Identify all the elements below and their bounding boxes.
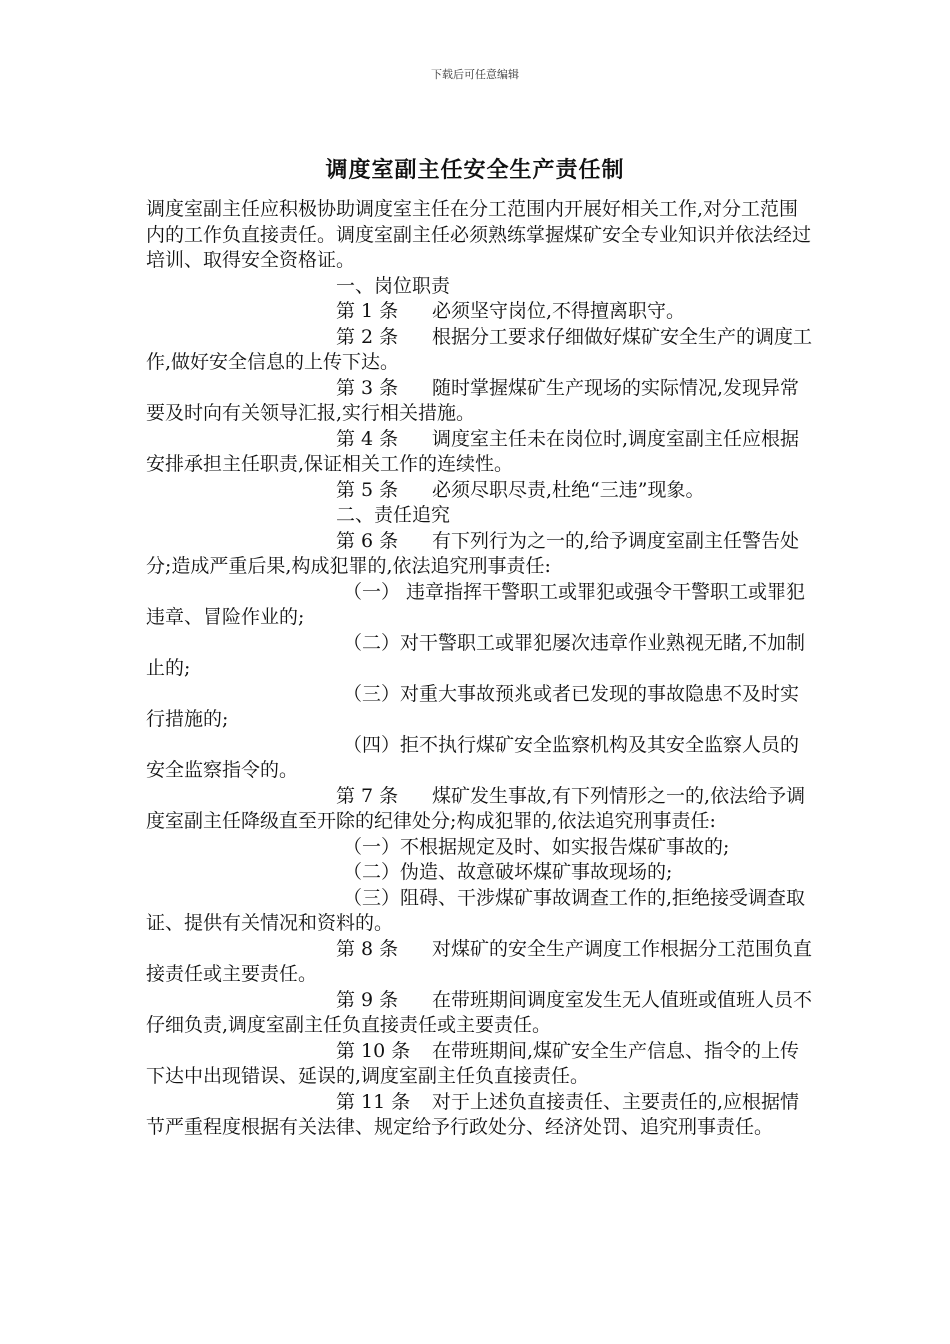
list-item-text: （三）对重大事故预兆或者已发现的事故隐患不及时实行措施的; (146, 682, 800, 730)
section-heading-duties: 一、岗位职责 (336, 274, 451, 297)
article-3 (146, 376, 814, 427)
list-item-text: （四）拒不执行煤矿安全监察机构及其安全监察人员的安全监察指令的。 (146, 733, 800, 781)
article-text: 根据分工要求仔细做好煤矿安全生产的调度工作,做好安全信息的上传下达。 (146, 325, 813, 373)
article-number: 第 3 条 (336, 376, 399, 399)
article-number: 第 6 条 (336, 529, 399, 552)
article-text: 对于上述负直接责任、主要责任的,应根据情节严重程度根据有关法律、规定给予行政处分、经济处罚、追究刑事责任。 (146, 1090, 800, 1138)
article-number: 第 5 条 (336, 478, 399, 501)
article-6 (146, 529, 814, 580)
list-item-text: （二）伪造、故意破坏煤矿事故现场的; (343, 861, 673, 883)
list-item-text: （三）阻碍、干涉煤矿事故调查工作的,拒绝接受调查取证、提供有关情况和资料的。 (146, 886, 806, 934)
list-item (146, 886, 814, 937)
article-11 (146, 1090, 814, 1141)
list-item (146, 860, 814, 886)
list-item-text: （一） 违章指挥干警职工或罪犯或强令干警职工或罪犯违章、冒险作业的; (146, 580, 806, 628)
list-item (146, 682, 814, 733)
article-text: 对煤矿的安全生产调度工作根据分工范围负直接责任或主要责任。 (146, 937, 813, 985)
document-title: 调度室副主任安全生产责任制 (325, 158, 625, 183)
article-number: 第 7 条 (336, 784, 399, 807)
list-item-text: （一）不根据规定及时、如实报告煤矿事故的; (343, 835, 730, 858)
article-number: 第 10 条 (336, 1039, 411, 1062)
intro-paragraph: 调度室副主任应积极协助调度室主任在分工范围内开展好相关工作,对分工范围内的工作负直接责任。调度室副主任必须熟练掌握煤矿安全专业知识并依法经过培训、取得安全资格证。 (146, 198, 812, 271)
article-5 (146, 478, 814, 504)
article-text: 随时掌握煤矿生产现场的实际情况,发现异常要及时向有关领导汇报,实行相关措施。 (146, 376, 800, 424)
article-text: 煤矿发生事故,有下列情形之一的,依法给予调度室副主任降级直至开除的纪律处分;构成犯罪的,依法追究刑事责任: (146, 784, 806, 832)
list-item (146, 733, 814, 784)
article-text: 在带班期间调度室发生无人值班或值班人员不仔细负责,调度室副主任负直接责任或主要责任。 (146, 988, 813, 1036)
section-heading-accountability: 二、责任追究 (336, 504, 451, 526)
article-4 (146, 427, 814, 478)
list-item (146, 580, 814, 631)
page-header-note: 下载后可任意编辑 (431, 68, 519, 81)
article-number: 第 1 条 (336, 300, 399, 322)
article-9 (146, 988, 814, 1039)
list-item-text: （二）对干警职工或罪犯屡次违章作业熟视无睹,不加制止的; (146, 631, 806, 679)
article-number: 第 4 条 (336, 427, 399, 450)
article-text: 调度室主任未在岗位时,调度室副主任应根据安排承担主任职责,保证相关工作的连续性。 (146, 427, 800, 475)
article-number: 第 8 条 (336, 937, 399, 960)
article-number: 第 9 条 (336, 988, 399, 1011)
article-text: 必须尽职尽责,杜绝“三违”现象。 (432, 478, 705, 501)
article-text: 有下列行为之一的,给予调度室副主任警告处分;造成严重后果,构成犯罪的,依法追究刑事责任: (146, 529, 800, 577)
article-text: 必须坚守岗位,不得擅离职守。 (432, 300, 686, 322)
article-8 (146, 937, 814, 988)
article-7 (146, 784, 814, 835)
article-text: 在带班期间,煤矿安全生产信息、指令的上传下达中出现错误、延误的,调度室副主任负直接责任。 (146, 1039, 800, 1087)
article-number: 第 2 条 (336, 325, 399, 348)
list-item (146, 631, 814, 682)
list-item (146, 835, 814, 861)
article-2 (146, 325, 814, 376)
article-10 (146, 1039, 814, 1090)
document-body (146, 197, 814, 1141)
article-1 (146, 299, 814, 325)
article-number: 第 11 条 (336, 1090, 411, 1113)
